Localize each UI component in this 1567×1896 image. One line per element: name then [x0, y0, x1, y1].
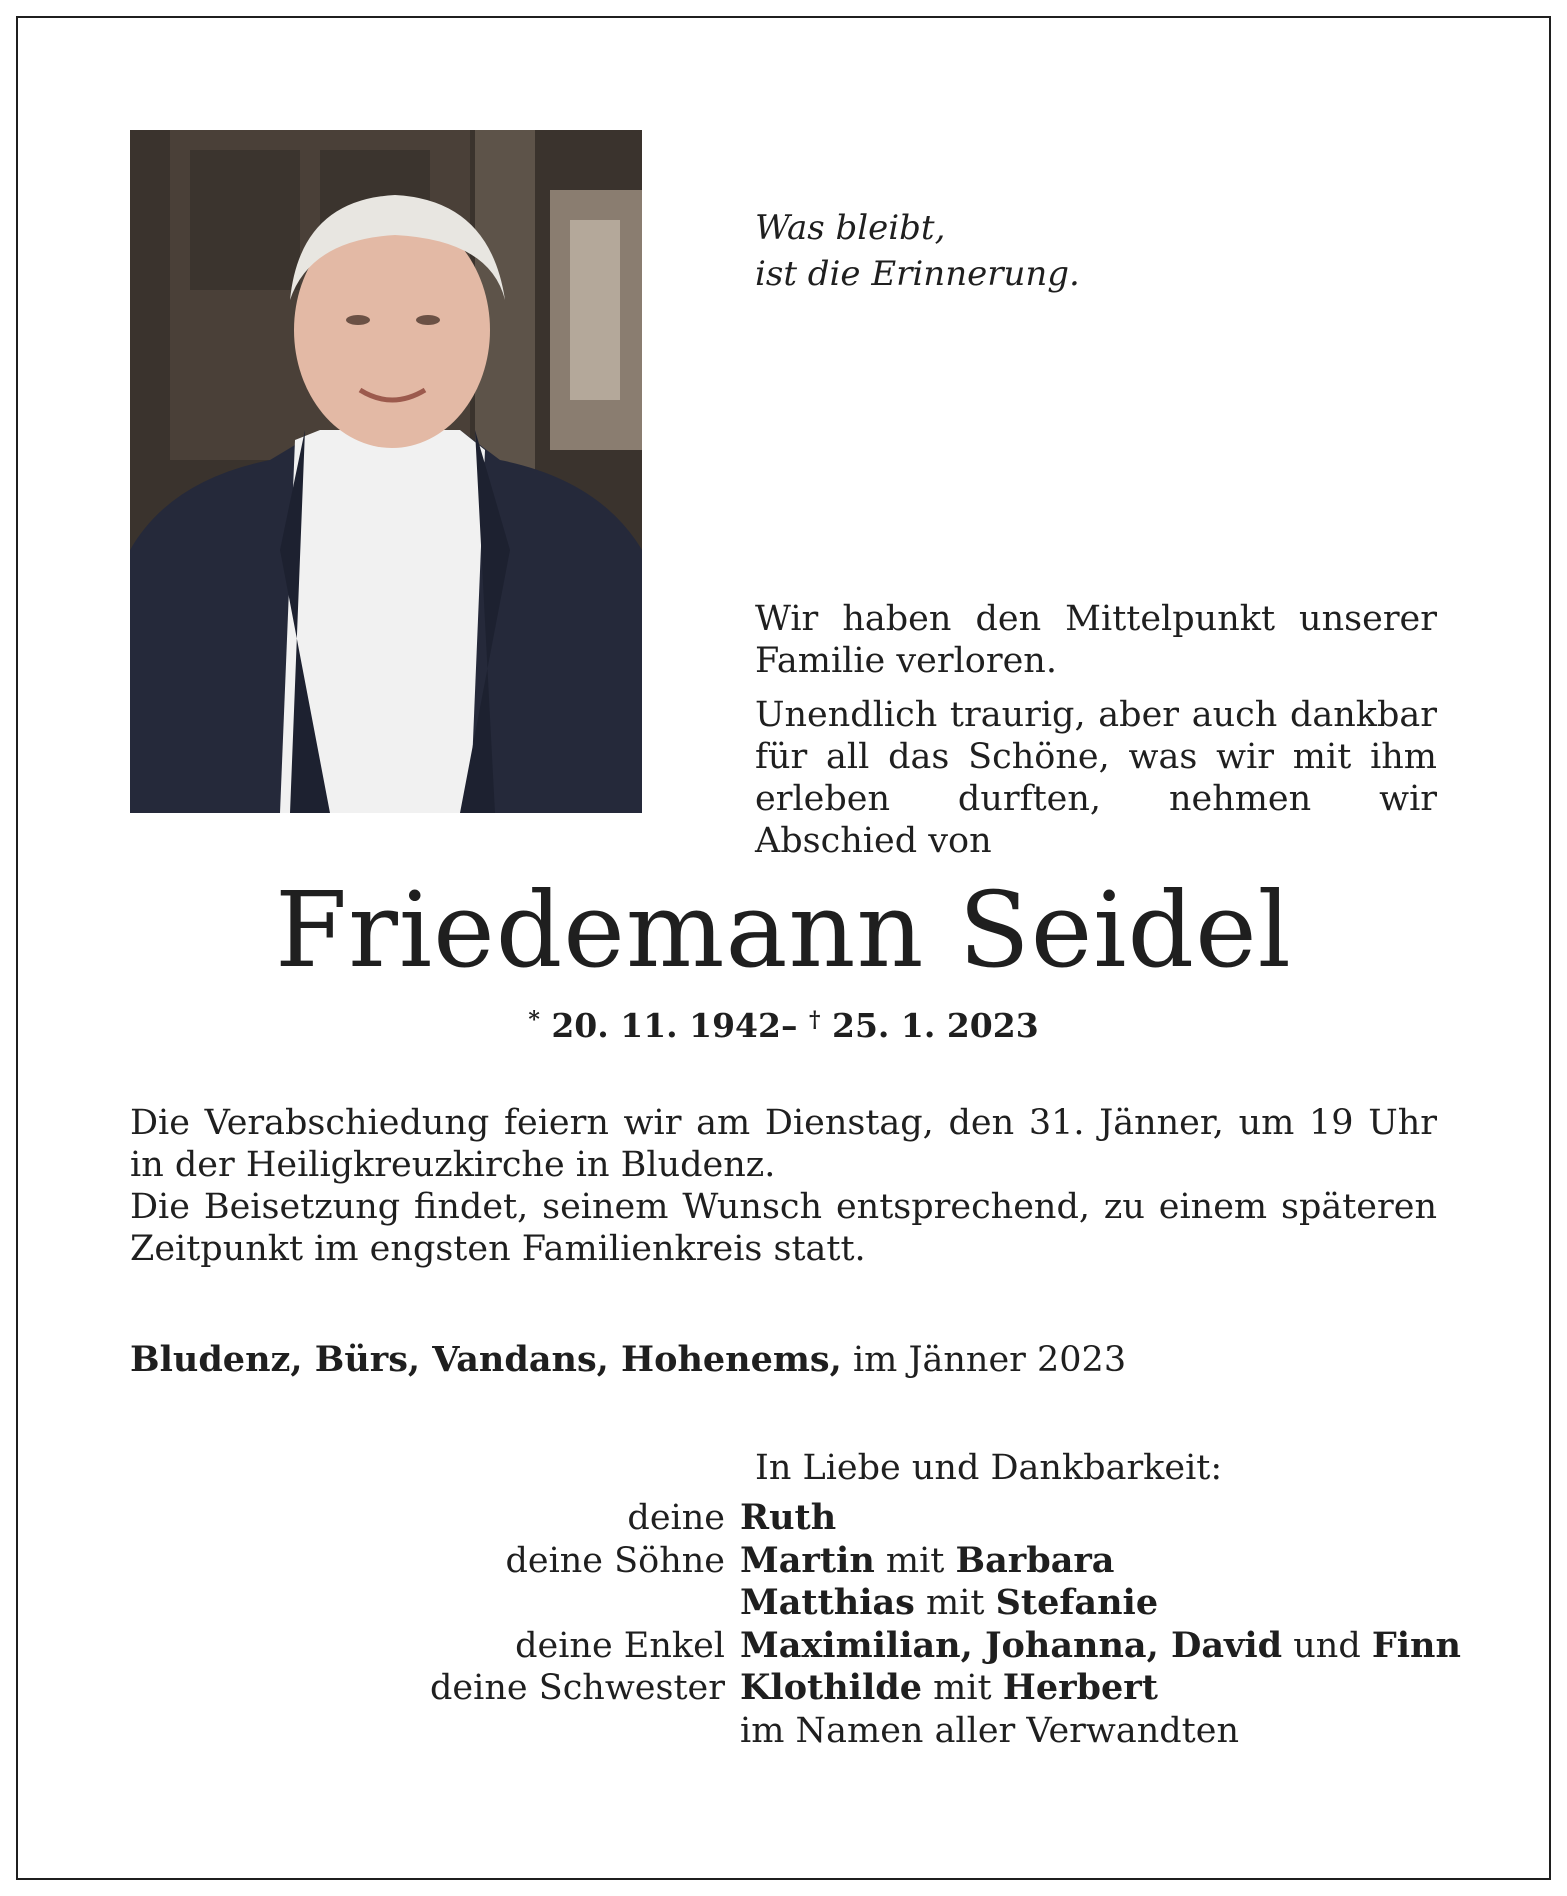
mourner-names: Maximilian, Johanna, David	[740, 1624, 1283, 1666]
list-item	[0, 1667, 1567, 1710]
relation-label-empty	[0, 1710, 740, 1753]
mourner-name: Martin	[740, 1539, 875, 1581]
death-cross-icon: †	[808, 1007, 821, 1033]
birth-star-icon: *	[528, 1007, 540, 1033]
mourner-name: Herbert	[1002, 1667, 1158, 1708]
mourner-name: Ruth	[740, 1497, 837, 1538]
mourner-name: Finn	[1371, 1624, 1461, 1666]
connector-word: und	[1293, 1625, 1361, 1666]
intro-paragraph-1: Wir haben den Mittelpunkt unserer Familie verloren.	[755, 599, 1437, 681]
list-item	[0, 1710, 1567, 1753]
place-date-line	[130, 1338, 1126, 1382]
mourner-name: Barbara	[955, 1539, 1115, 1581]
mourner-name: Matthias	[740, 1582, 915, 1623]
death-date: 25. 1. 2023	[832, 1006, 1039, 1045]
relation-label: deine Enkel	[515, 1625, 725, 1666]
portrait-photo	[130, 130, 642, 813]
ceremony-paragraph-2: Die Beisetzung findet, seinem Wunsch entsprechend, zu einem späteren Zeitpunkt im engsten Familienkreis statt.	[130, 1187, 1437, 1269]
list-item	[0, 1582, 1567, 1625]
ceremony-text	[130, 1102, 1437, 1270]
relatives-note: im Namen aller Verwandten	[740, 1710, 1239, 1751]
memorial-quote	[755, 205, 1080, 297]
relation-label-empty	[0, 1582, 740, 1625]
connector-word: mit	[885, 1540, 945, 1581]
quote-line-1: Was bleibt,	[755, 208, 946, 248]
quote-line-2: ist die Erinnerung.	[755, 254, 1080, 294]
date-dash: –	[780, 1006, 798, 1045]
birth-date: 20. 11. 1942	[551, 1006, 781, 1045]
life-dates	[0, 998, 1567, 1048]
relation-label: deine Schwester	[430, 1668, 725, 1708]
list-item	[0, 1497, 1567, 1540]
closing-line: In Liebe und Dankbarkeit:	[755, 1448, 1223, 1488]
notice-date: im Jänner 2023	[852, 1340, 1127, 1380]
portrait-illustration	[130, 130, 642, 813]
intro-paragraph-2: Unendlich traurig, aber auch dankbar für all das Schöne, was wir mit ihm erleben durften, nehmen wir Abschied von	[755, 695, 1437, 861]
mourners-list	[0, 1497, 1567, 1752]
mourner-name: Klothilde	[740, 1667, 923, 1708]
ceremony-paragraph-1: Die Verabschiedung feiern wir am Dienstag, den 31. Jänner, um 19 Uhr in der Heiligkreuzkirche in Bludenz.	[130, 1103, 1437, 1185]
intro-text	[755, 598, 1437, 874]
relation-label: deine	[627, 1498, 725, 1538]
list-item	[0, 1625, 1567, 1668]
connector-word: mit	[926, 1583, 985, 1623]
relation-label: deine Söhne	[505, 1540, 725, 1581]
mourner-name: Stefanie	[995, 1582, 1159, 1623]
list-item	[0, 1540, 1567, 1583]
connector-word: mit	[933, 1668, 992, 1708]
deceased-name: Friedemann Seidel	[275, 869, 1292, 991]
places: Bludenz, Bürs, Vandans, Hohenems,	[130, 1339, 842, 1380]
